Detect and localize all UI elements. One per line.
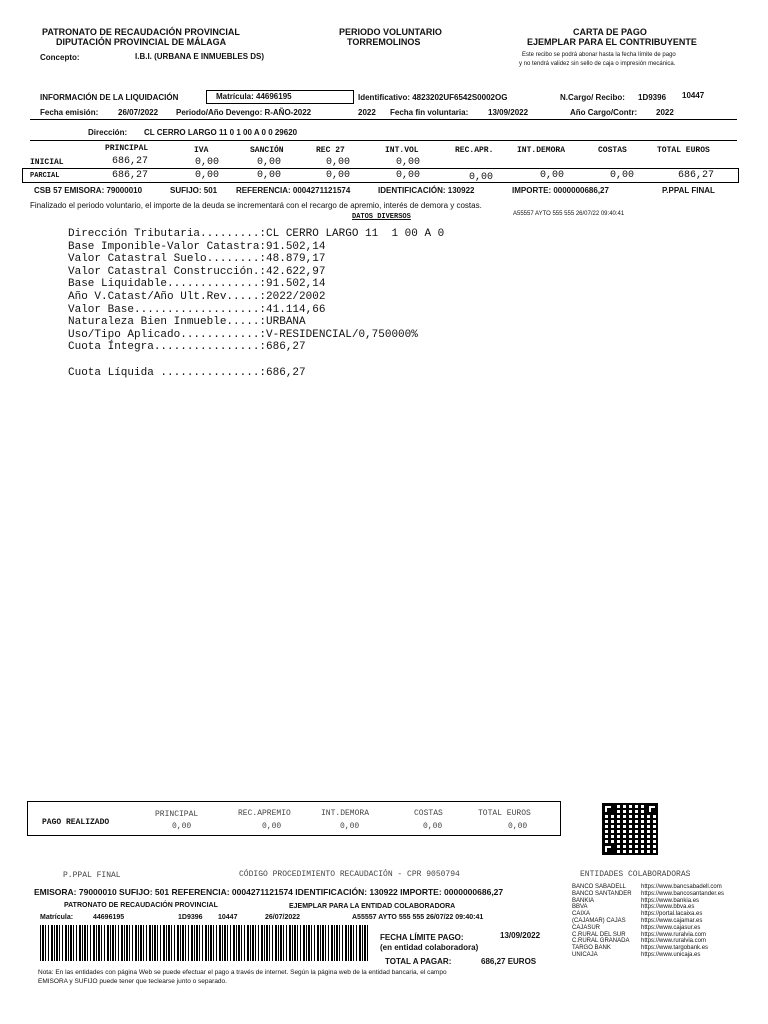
pago-value-total: 0,00: [508, 822, 528, 831]
col-header-rec27: REC 27: [316, 146, 345, 155]
pago-value-intdemora: 0,00: [340, 822, 360, 831]
col-header-intdemora: INT.DEMORA: [517, 146, 566, 155]
carta-line1: CARTA DE PAGO: [573, 27, 647, 37]
csb-identificacion: IDENTIFICACIÓN: 130922: [378, 186, 475, 195]
detail-line: Uso/Tipo Aplicado............:V-RESIDENCIAL/0,750000%: [68, 328, 418, 341]
footer-ejemplar: EJEMPLAR PARA LA ENTIDAD COLABORADORA: [289, 903, 456, 910]
row-label-inicial: INICIAL: [30, 158, 64, 167]
bank-name: TARGO BANK: [572, 945, 611, 952]
bank-url[interactable]: https://www.targobank.es: [641, 945, 709, 952]
col-header-intvol: INT.VOL: [385, 146, 419, 155]
pago-value-recapremio: 0,00: [262, 822, 282, 831]
pago-header-costas: COSTAS: [414, 809, 443, 818]
parcial-recapr: 0,00: [469, 172, 494, 183]
direccion-label: Dirección:: [88, 128, 128, 137]
pago-header-principal: PRINCIPAL: [155, 810, 199, 819]
detail-line: Valor Base...................:41.114,66: [68, 303, 326, 316]
periodo-line1: PERIODO VOLUNTARIO: [339, 27, 442, 37]
detail-line: Año V.Catast/Año Ult.Rev.....:2022/2002: [68, 291, 326, 303]
csb-sufijo: SUFIJO: 501: [170, 186, 218, 195]
bank-url[interactable]: https://www.ruralvia.com: [641, 931, 707, 938]
col-header-principal: PRINCIPAL: [105, 144, 149, 153]
parcial-total: 686,27: [678, 170, 715, 181]
notice-line2: y no tendrá validez sin sello de caja o impresión mecánica.: [519, 61, 676, 67]
detail-line: Cuota Íntegra................:686,27: [68, 341, 306, 354]
inicial-principal: 686,27: [112, 156, 149, 167]
identificativo: Identificativo: 4823202UF6542S0002OG: [358, 93, 508, 102]
csb-referencia: REFERENCIA: 0004271121574: [236, 186, 351, 195]
pago-realizado-label: PAGO REALIZADO: [42, 818, 110, 827]
inicial-intvol: 0,00: [396, 157, 421, 168]
pago-value-costas: 0,00: [423, 822, 443, 831]
bank-url[interactable]: https://www.ruralvia.com: [641, 938, 707, 945]
bank-name: CAIXA: [572, 911, 591, 918]
footer-ppal: P.PPAL FINAL: [63, 871, 121, 880]
bank-url[interactable]: https://www.cajasur.es: [641, 924, 701, 931]
nota-line1: Nota: En las entidades con página Web se puede efectuar el pago a través de internet. Según la página web de la entidad bancaria, el campo: [38, 969, 447, 976]
devengo-year: 2022: [358, 108, 376, 117]
ncargo-value: 1D9396: [638, 93, 667, 102]
concepto-label: Concepto:: [40, 53, 80, 62]
pago-header-intdemora: INT.DEMORA: [321, 809, 370, 818]
ncargo-label: N.Cargo/ Recibo:: [560, 93, 625, 102]
inicial-sancion: 0,00: [257, 157, 282, 168]
table-top-rule: [30, 140, 737, 141]
csb-emisora: CSB 57 EMISORA: 79000010: [34, 186, 143, 195]
bank-name: C.RURAL DEL SUR: [572, 931, 626, 938]
qr-code-icon: [602, 803, 658, 855]
bank-url[interactable]: https://www.bbva.es: [641, 904, 695, 911]
footer-recibo: 10447: [218, 914, 238, 921]
fecha-emision-label: Fecha emisión:: [40, 108, 99, 117]
inicial-iva: 0,00: [195, 157, 220, 168]
separator: [30, 119, 737, 120]
footer-matricula-label: Matrícula:: [40, 914, 74, 921]
footer-codigo: CÓDIGO PROCEDIMIENTO RECAUDACIÓN - CPR 9050794: [239, 870, 460, 879]
recibo-value: 10447: [682, 91, 705, 100]
entidades-title: ENTIDADES COLABORADORAS: [580, 870, 691, 879]
row-label-parcial: PARCIAL: [30, 172, 60, 180]
parcial-intvol: 0,00: [396, 170, 421, 181]
bank-name: CAJASUR: [572, 924, 601, 931]
csb-ppal: P.PPAL FINAL: [662, 186, 715, 195]
bank-name: BANKIA: [572, 897, 595, 904]
concepto-value: I.B.I. (URBANA E INMUEBLES DS): [135, 52, 265, 61]
parcial-principal: 686,27: [112, 170, 149, 181]
footer-matricula-value: 44696195: [93, 914, 125, 921]
detail-line: Naturaleza Bien Inmueble.....:URBANA: [68, 316, 306, 329]
nota-line2: EMISORA y SUFIJO puede tener que teclearse junto o separado.: [38, 978, 227, 985]
detail-line: Base Imponible-Valor Catastra:91.502,14: [68, 240, 326, 253]
footer-fecha: 26/07/2022: [265, 914, 301, 921]
pago-header-recapremio: REC.APREMIO: [238, 809, 291, 818]
footer-cargo: 1D9396: [178, 914, 203, 921]
matricula: Matrícula: 44696195: [216, 92, 292, 101]
periodo-line2: TORREMOLINOS: [347, 37, 421, 47]
col-header-iva: IVA: [194, 146, 209, 155]
footer-stamp: A55557 AYTO 555 555 26/07/22 09:40:41: [352, 914, 484, 921]
org-line2: DIPUTACIÓN PROVINCIAL DE MÁLAGA: [56, 37, 227, 47]
col-header-recapr: REC.APR.: [455, 146, 494, 155]
total-label: TOTAL A PAGAR:: [385, 957, 452, 966]
fecha-fin-label: Fecha fin voluntaria:: [390, 108, 469, 117]
stamp-top: A55557 AYTO 555 555 26/07/22 09:40:41: [513, 211, 625, 217]
total-value: 686,27 EUROS: [481, 957, 537, 966]
org-line1: PATRONATO DE RECAUDACIÓN PROVINCIAL: [42, 27, 240, 37]
detail-line: Cuota Líquida ...............:686,27: [68, 366, 306, 379]
bank-name: BANCO SABADELL: [572, 884, 627, 890]
pago-value-principal: 0,00: [172, 822, 192, 831]
fecha-emision-value: 26/07/2022: [118, 108, 159, 117]
ano-cargo-value: 2022: [656, 108, 674, 117]
bank-url[interactable]: https://www.bancosantander.es: [641, 890, 725, 897]
datos-diversos-heading: DATOS DIVERSOS: [352, 213, 411, 221]
bank-name: UNICAJA: [572, 951, 598, 958]
payment-barcode: [40, 925, 370, 961]
footer-org: PATRONATO DE RECAUDACIÓN PROVINCIAL: [64, 902, 218, 909]
bank-name: (CAJAMAR) CAJAS: [572, 917, 626, 924]
col-header-costas: COSTAS: [598, 146, 627, 155]
bank-url[interactable]: https://www.bankia.es: [641, 897, 700, 904]
bank-name: BANCO SANTANDER: [572, 890, 632, 897]
inicial-rec27: 0,00: [326, 157, 351, 168]
detail-line: Dirección Tributaria.........:CL CERRO LARGO 11 1 00 A 0: [68, 228, 445, 240]
csb-importe: IMPORTE: 0000000686,27: [512, 186, 609, 195]
footer-emisora-line: EMISORA: 79000010 SUFIJO: 501 REFERENCIA: 0004271121574 IDENTIFICACIÓN: 130922 IMPORTE: 0000000686,27: [34, 887, 504, 897]
fecha-limite-value: 13/09/2022: [500, 931, 541, 940]
detail-line: Base Liquidable..............:91.502,14: [68, 278, 326, 291]
bank-url[interactable]: https://www.cajamar.es: [641, 917, 703, 924]
bank-name: BBVA: [572, 904, 588, 911]
parcial-iva: 0,00: [195, 170, 220, 181]
entidad-colaboradora: (en entidad colaboradora): [380, 943, 479, 952]
col-header-total: TOTAL EUROS: [657, 146, 710, 155]
pago-header-total: TOTAL EUROS: [478, 809, 531, 818]
bank-name: C.RURAL GRANADA: [572, 938, 630, 945]
parcial-intdemora: 0,00: [540, 170, 565, 181]
ano-cargo-label: Año Cargo/Contr:: [570, 108, 638, 117]
detail-line: Valor Catastral Suelo........:48.879,17: [68, 253, 326, 266]
col-header-sancion: SANCIÓN: [250, 146, 284, 155]
parcial-sancion: 0,00: [257, 170, 282, 181]
periodo-devengo: Periodo/Año Devengo: R-AÑO-2022: [176, 108, 312, 117]
notice-line1: Este recibo se podrá abonar hasta la fecha límite de pago: [522, 52, 676, 58]
parcial-costas: 0,00: [610, 170, 635, 181]
finalizado-text: Finalizado el periodo voluntario, el importe de la deuda se incrementará con el recargo de apremio, interés de demora y costas.: [30, 201, 482, 210]
direccion-value: CL CERRO LARGO 11 0 1 00 A 0 0 29620: [144, 128, 298, 137]
fecha-limite-label: FECHA LÍMITE PAGO:: [380, 933, 464, 942]
parcial-rec27: 0,00: [326, 170, 351, 181]
bank-url[interactable]: https://www.unicaja.es: [641, 951, 701, 958]
detail-line: Valor Catastral Construcción.:42.622,97: [68, 265, 326, 278]
fecha-fin-value: 13/09/2022: [488, 108, 529, 117]
carta-line2: EJEMPLAR PARA EL CONTRIBUYENTE: [527, 37, 697, 47]
bank-url[interactable]: https://www.bancsabadell.com: [641, 884, 722, 890]
bank-url[interactable]: https://portal.lacaixa.es: [641, 911, 703, 918]
liquidacion-title: INFORMACIÓN DE LA LIQUIDACIÓN: [40, 93, 179, 102]
